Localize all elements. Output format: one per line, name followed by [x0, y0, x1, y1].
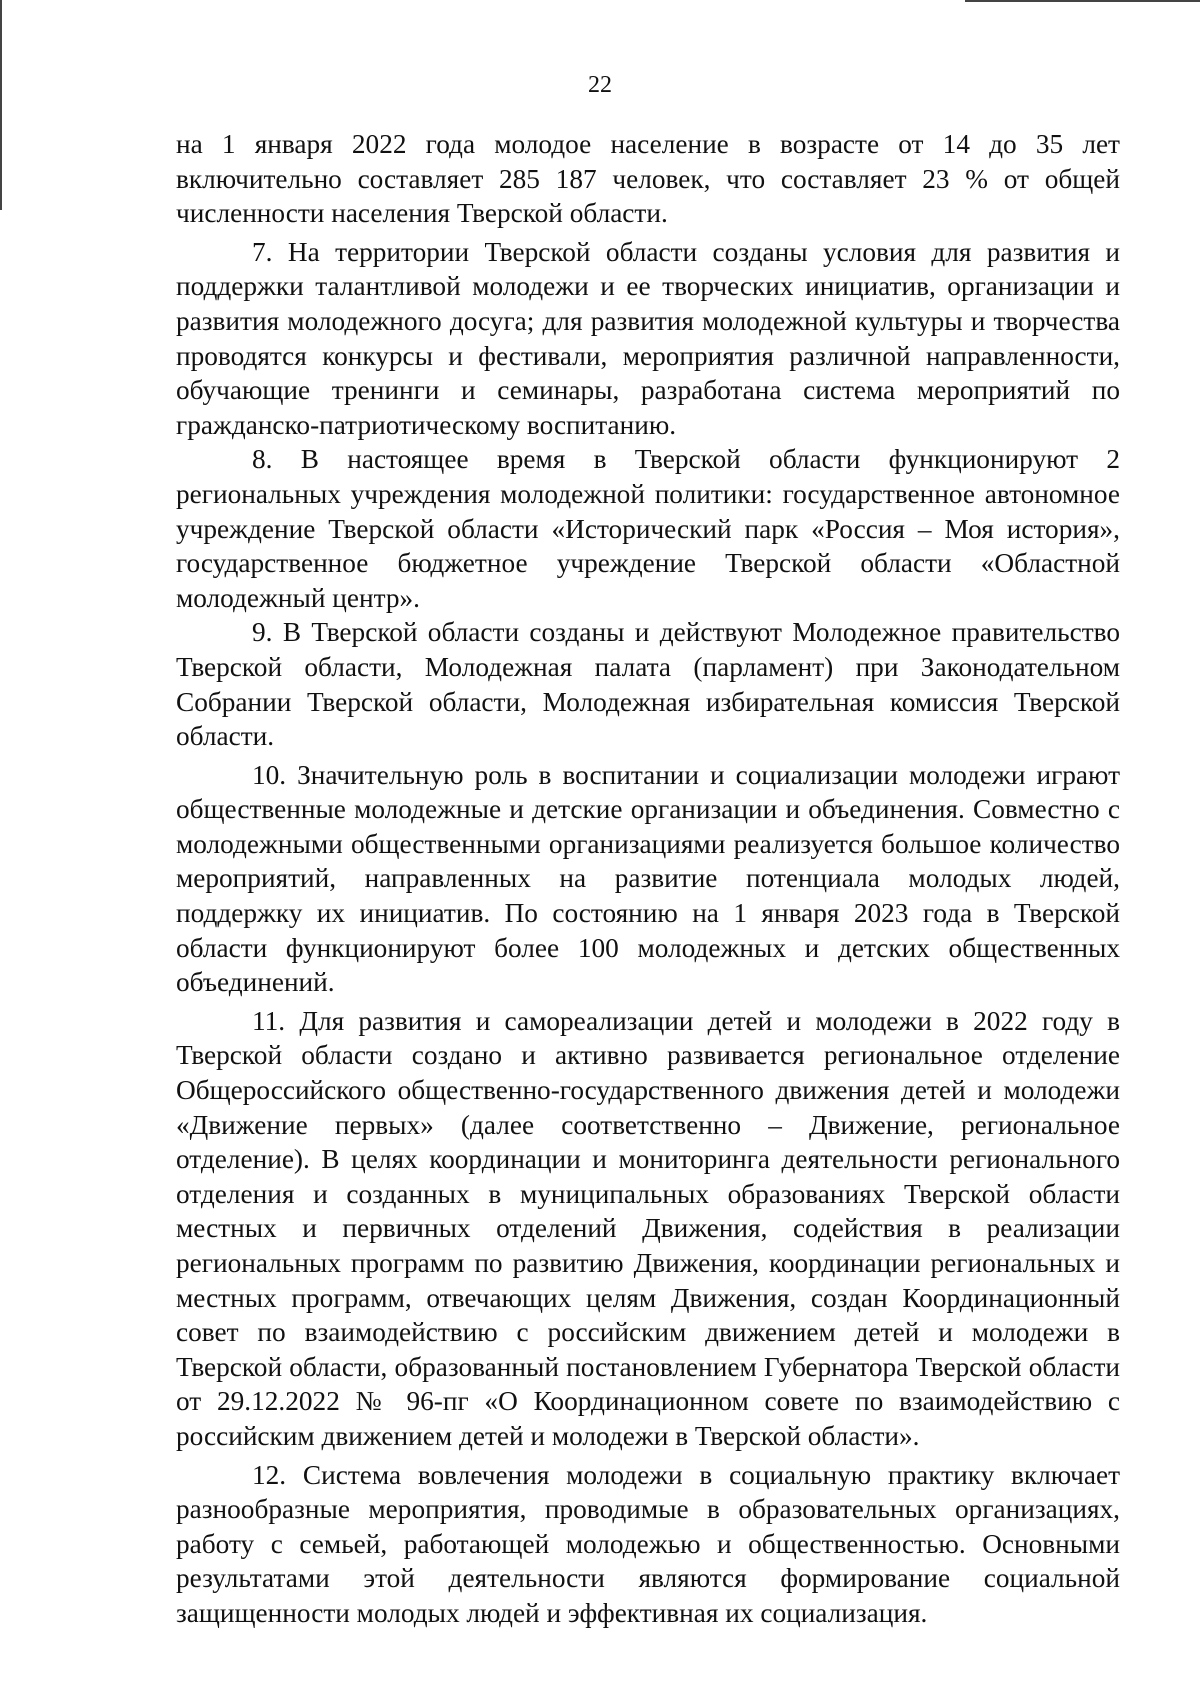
paragraph-12: 12. Система вовлечения молодежи в социальную практику включает разнообразные мероприятия, проводимые в образовательных организациях, работу с семьей, работающей молодежью и общественностью. Основными результатами этой деятельности являются формирование социальной защищенности молодых людей и эффективная их социализация. — [176, 1459, 1120, 1628]
paragraph-7: 7. На территории Тверской области созданы условия для развития и поддержки талантливой молодежи и ее творческих инициатив, организации и развития молодежного досуга; для развития молодежной культуры и творчества проводятся конкурсы и фестивали, мероприятия различной направленности, обучающие тренинги и семинары, разработана система мероприятий по гражданско-патриотическому воспитанию. — [176, 236, 1120, 440]
paragraph-11: 11. Для развития и самореализации детей и молодежи в 2022 году в Тверской области создано и активно развивается региональное отделение Общероссийского общественно-государственного движения детей и молодежи «Движение первых» (далее соответственно – Движение, региональное отделение). В целях координации и мониторинга деятельности регионального отделения и созданных в муниципальных образованиях Тверской области местных и первичных отделений Движения, содействия в реализации региональных программ по развитию Движения, координации региональных и местных программ, отвечающих целям Движения, создан Координационный совет по взаимодействию с российским движением детей и молодежи в Тверской области, образованный постановлением Губернатора Тверской области от 29.12.2022 № 96-пг «О Координационном совете по взаимодействию с российским движением детей и молодежи в Тверской области». — [176, 1005, 1120, 1451]
scan-edge-left — [0, 0, 2, 210]
paragraph-8: 8. В настоящее время в Тверской области функционируют 2 региональных учреждения молодежной политики: государственное автономное учреждение Тверской области «Исторический парк «Россия – Моя история», государственное бюджетное учреждение Тверской области «Областной молодежный центр». — [176, 444, 1120, 613]
paragraph-9: 9. В Тверской области созданы и действуют Молодежное правительство Тверской области, Молодежная палата (парламент) при Законодательном Собрании Тверской области, Молодежная избирательная комиссия Тверской области. — [176, 617, 1120, 752]
scan-edge-top — [965, 0, 1200, 2]
page-number: 22 — [588, 72, 612, 98]
document-body — [176, 127, 1120, 1631]
paragraph-10: 10. Значительную роль в воспитании и социализации молодежи играют общественные молодежные и детские организации и объединения. Совместно с молодежными общественными организациями реализуется большое количество мероприятий, направленных на развитие потенциала молодых людей, поддержку их инициатив. По состоянию на 1 января 2023 года в Тверской области функционируют более 100 молодежных и детских общественных объединений. — [176, 759, 1120, 998]
paragraph-continuation: на 1 января 2022 года молодое население в возрасте от 14 до 35 лет включительно составляет 285 187 человек, что составляет 23 % от общей численности населения Тверской области. — [176, 129, 1120, 229]
